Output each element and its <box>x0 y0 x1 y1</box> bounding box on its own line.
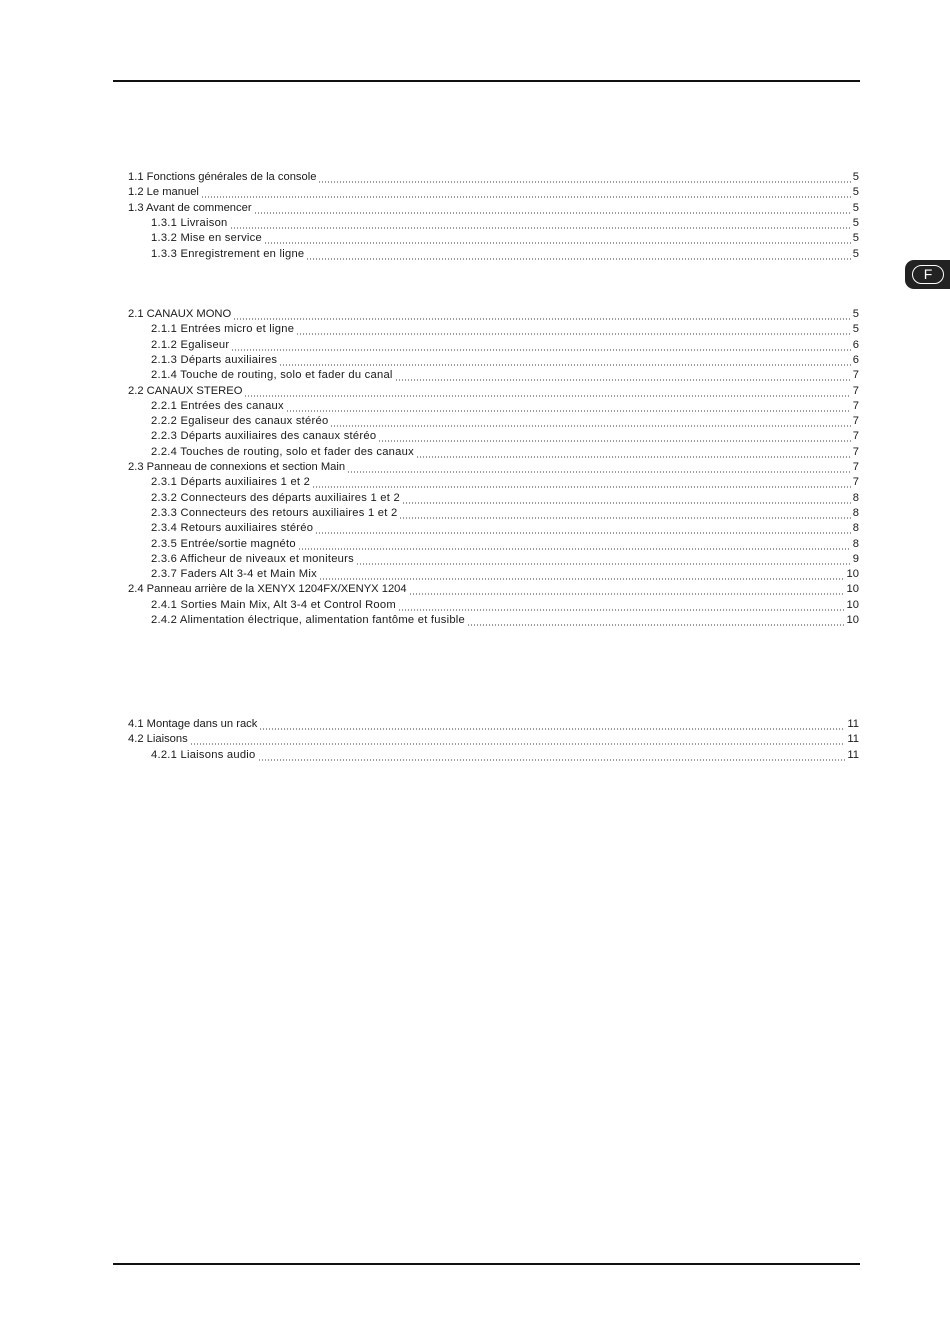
toc-entry[interactable] <box>128 307 859 322</box>
toc-entry-title: 2.2.2 Egaliseur des canaux stéréo <box>151 415 329 428</box>
toc-leader-dots <box>402 502 851 504</box>
language-tab-label: F <box>912 265 944 284</box>
toc-entry[interactable] <box>151 613 859 628</box>
toc-entry-title: 1.3.3 Enregistrement en ligne <box>151 247 305 260</box>
toc-entry-page: 7 <box>852 461 859 473</box>
toc-entry[interactable] <box>151 537 859 552</box>
toc-entry-page: 8 <box>852 522 859 535</box>
toc-entry-page: 6 <box>852 338 859 351</box>
toc-entry-page: 5 <box>852 186 859 199</box>
toc-entry[interactable] <box>151 475 859 490</box>
header-rule <box>113 80 860 82</box>
toc-entry[interactable] <box>128 717 859 732</box>
toc-leader-dots <box>347 471 851 473</box>
toc-entry-title: 1.3.1 Livraison <box>151 216 228 229</box>
toc-entry-page: 5 <box>852 171 859 183</box>
toc-entry[interactable] <box>128 582 859 597</box>
toc-entry-title: 1.1 Fonctions générales de la console <box>128 171 317 183</box>
toc-entry[interactable] <box>151 353 859 368</box>
toc-entry[interactable] <box>151 247 859 262</box>
toc-entry-title: 2.1.4 Touche de routing, solo et fader du canal <box>151 369 393 382</box>
toc-entry-page: 7 <box>852 399 859 412</box>
toc-entry[interactable] <box>151 748 859 763</box>
toc-entry[interactable] <box>151 598 859 613</box>
toc-leader-dots <box>230 227 851 229</box>
toc-leader-dots <box>279 364 851 366</box>
toc-entry-title: 2.2.1 Entrées des canaux <box>151 399 284 412</box>
toc-entry-title: 2.3.5 Entrée/sortie magnéto <box>151 537 296 550</box>
toc-entry-title: 2.4.2 Alimentation électrique, alimentation fantôme et fusible <box>151 614 466 626</box>
toc-entry-title: 4.2.1 Liaisons audio <box>151 748 256 761</box>
toc-leader-dots <box>399 517 850 519</box>
toc-leader-dots <box>244 395 850 397</box>
toc-entry-page: 7 <box>852 415 859 428</box>
toc-leader-dots <box>264 242 851 244</box>
toc-entry[interactable] <box>128 201 859 216</box>
toc-entry[interactable] <box>151 338 859 353</box>
toc-entry[interactable] <box>128 732 859 747</box>
toc-entry-title: 2.2.3 Départs auxiliaires des canaux stéréo <box>151 430 377 443</box>
toc-leader-dots <box>356 563 851 565</box>
toc-entry-title: 1.3.2 Mise en service <box>151 232 262 245</box>
toc-entry-title: 2.3.7 Faders Alt 3-4 et Main Mix <box>151 568 317 581</box>
toc-leader-dots <box>296 333 851 335</box>
toc-entry-title: 4.2 Liaisons <box>128 733 188 746</box>
toc-entry[interactable] <box>151 399 859 414</box>
toc-leader-dots <box>233 318 851 320</box>
toc-entry-title: 2.3.6 Afficheur de niveaux et moniteurs <box>151 552 354 565</box>
toc-entry[interactable] <box>128 185 859 200</box>
toc-entry-page: 7 <box>852 445 859 458</box>
language-tab <box>905 260 950 289</box>
toc-entry-page: 11 <box>847 748 859 761</box>
toc-entry-title: 2.1 CANAUX MONO <box>128 308 232 320</box>
toc-entry[interactable] <box>151 506 859 521</box>
toc-entry-title: 2.1.2 Egaliseur <box>151 338 230 351</box>
toc-leader-dots <box>416 456 851 458</box>
toc-entry-title: 2.4 Panneau arrière de la XENYX 1204FX/XENYX 1204 <box>128 583 407 596</box>
toc-leader-dots <box>398 609 845 611</box>
toc-leader-dots <box>318 181 850 183</box>
toc-leader-dots <box>395 379 851 381</box>
toc-leader-dots <box>306 258 850 260</box>
toc-entry-page: 11 <box>847 718 859 730</box>
toc-entry-title: 2.3.1 Départs auxiliaires 1 et 2 <box>151 476 311 489</box>
toc-entry[interactable] <box>151 567 859 582</box>
toc-entry-page: 8 <box>852 491 859 504</box>
footer-rule <box>113 1263 860 1265</box>
toc-leader-dots <box>286 410 851 412</box>
toc-entry[interactable] <box>151 429 859 444</box>
toc-entry-page: 9 <box>852 552 859 565</box>
toc-leader-dots <box>258 759 846 761</box>
toc-leader-dots <box>259 728 845 730</box>
toc-entry[interactable] <box>151 414 859 429</box>
toc-leader-dots <box>378 440 850 442</box>
toc-entry-title: 2.4.1 Sorties Main Mix, Alt 3-4 et Control Room <box>151 598 396 611</box>
toc-entry-title: 4.1 Montage dans un rack <box>128 718 258 730</box>
toc-entry[interactable] <box>128 170 859 185</box>
toc-leader-dots <box>254 212 851 214</box>
toc-leader-dots <box>190 743 846 745</box>
toc-entry-page: 5 <box>852 216 859 229</box>
toc-entry-page: 8 <box>852 506 859 519</box>
toc-entry-title: 2.3.2 Connecteurs des départs auxiliaires 1 et 2 <box>151 491 400 504</box>
toc-entry-page: 5 <box>852 201 859 214</box>
toc-leader-dots <box>319 578 845 580</box>
toc-leader-dots <box>330 425 850 427</box>
toc-entry-title: 2.1.1 Entrées micro et ligne <box>151 323 295 336</box>
toc-entry-page: 7 <box>852 430 859 443</box>
toc-entry-page: 10 <box>846 598 859 611</box>
toc-entry-title: 2.3.4 Retours auxiliaires stéréo <box>151 522 314 535</box>
toc-entry[interactable] <box>151 216 859 231</box>
toc-leader-dots <box>467 624 845 626</box>
toc-entry[interactable] <box>128 384 859 399</box>
toc-entry-title: 1.3 Avant de commencer <box>128 201 252 214</box>
toc-entry-title: 2.3.3 Connecteurs des retours auxiliaires 1 et 2 <box>151 506 398 519</box>
toc-entry-title: 2.3 Panneau de connexions et section Main <box>128 461 346 473</box>
toc-entry-page: 10 <box>846 568 859 581</box>
toc-leader-dots <box>312 486 851 488</box>
toc-entry[interactable] <box>151 521 859 536</box>
toc-entry-title: 2.2.4 Touches de routing, solo et fader des canaux <box>151 445 414 458</box>
toc-entry-title: 1.2 Le manuel <box>128 186 199 199</box>
toc-entry[interactable] <box>151 368 859 383</box>
toc-entry[interactable] <box>151 552 859 567</box>
toc-entry-page: 7 <box>852 476 859 489</box>
toc-leader-dots <box>409 593 845 595</box>
toc-leader-dots <box>231 349 850 351</box>
toc-entry-page: 10 <box>846 614 859 626</box>
toc-leader-dots <box>315 532 851 534</box>
toc-entry-title: 2.1.3 Départs auxiliaires <box>151 353 278 366</box>
toc-entry[interactable] <box>151 322 859 337</box>
toc-entry[interactable] <box>151 445 859 460</box>
toc-entry-page: 5 <box>852 247 859 260</box>
toc-entry-page: 5 <box>852 308 859 320</box>
toc-entry-page: 5 <box>852 232 859 245</box>
toc-entry-page: 5 <box>852 323 859 336</box>
toc-entry-page: 6 <box>852 353 859 366</box>
toc-entry-title: 2.2 CANAUX STEREO <box>128 384 243 397</box>
toc-entry-page: 8 <box>852 537 859 550</box>
toc-entry[interactable] <box>128 460 859 475</box>
toc-entry[interactable] <box>151 231 859 246</box>
toc-entry-page: 11 <box>847 733 859 746</box>
toc-leader-dots <box>201 196 851 198</box>
toc-entry-page: 7 <box>852 369 859 382</box>
toc-leader-dots <box>298 548 851 550</box>
toc-entry-page: 7 <box>852 384 859 397</box>
toc-entry-page: 10 <box>846 583 859 596</box>
toc-entry[interactable] <box>151 491 859 506</box>
